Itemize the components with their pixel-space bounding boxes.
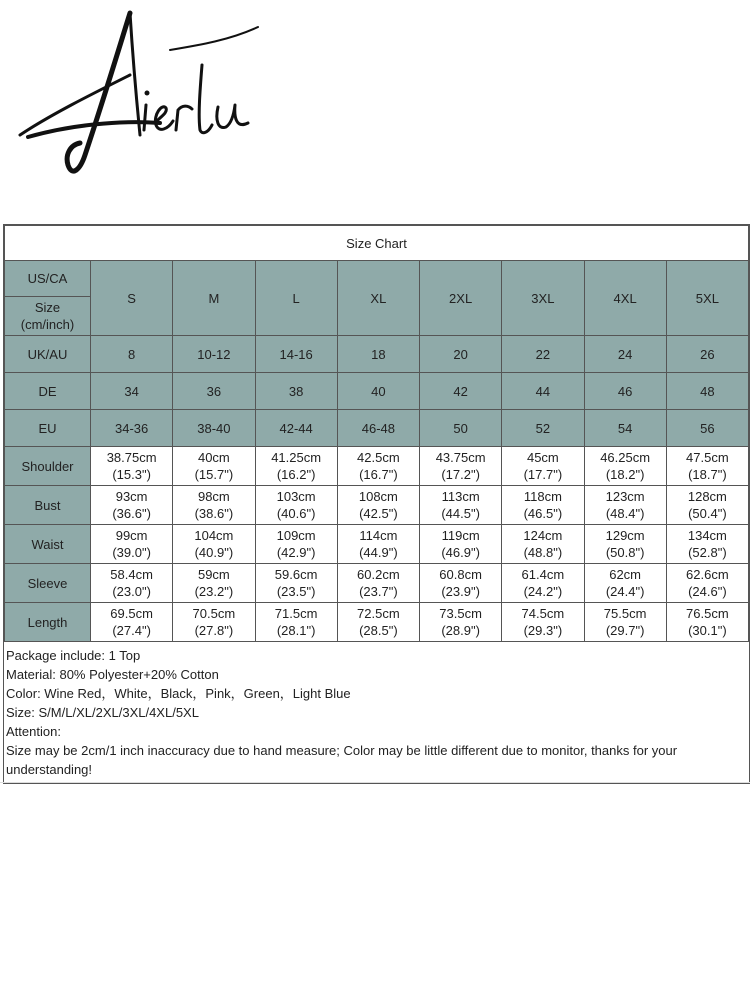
size-5xl: 5XL [666, 261, 748, 336]
table-cell [666, 486, 748, 525]
value-cm: 62.6cm [686, 567, 729, 582]
table-cell [420, 525, 502, 564]
value-inch: (23.2") [194, 584, 234, 599]
value-cm: 46.25cm [600, 450, 651, 465]
value-cm: 43.75cm [435, 450, 486, 465]
size-m: M [173, 261, 255, 336]
value-inch: (42.5") [359, 506, 398, 521]
value-inch: (48.8") [523, 545, 563, 560]
chart-title: Size Chart [5, 226, 749, 261]
value-cm: 59cm [197, 567, 230, 582]
table-cell [584, 603, 666, 642]
conversion-row [5, 336, 749, 373]
value-inch: (36.6") [112, 506, 151, 521]
value-inch: (29.7") [605, 623, 645, 638]
table-cell [502, 525, 584, 564]
table-cell: 54 [584, 410, 666, 447]
value-inch: (17.2") [441, 467, 480, 482]
table-cell: 34 [91, 373, 173, 410]
title-row [5, 226, 749, 261]
table-cell: 10-12 [173, 336, 255, 373]
table-cell: 38 [255, 373, 337, 410]
table-cell: 46-48 [337, 410, 419, 447]
size-l: L [255, 261, 337, 336]
value-cm: 69.5cm [110, 606, 153, 621]
value-inch: (16.2") [276, 467, 316, 482]
value-cm: 45cm [526, 450, 559, 465]
value-cm: 99cm [115, 528, 148, 543]
row-label: UK/AU [5, 336, 91, 373]
table-cell [173, 447, 255, 486]
value-cm: 124cm [523, 528, 563, 543]
table-cell: 18 [337, 336, 419, 373]
table-cell [91, 603, 173, 642]
table-cell [337, 447, 419, 486]
table-cell [502, 603, 584, 642]
table-cell [584, 486, 666, 525]
conversion-row [5, 373, 749, 410]
measurement-row [5, 447, 749, 486]
value-inch: (15.7") [194, 467, 234, 482]
value-inch: (15.3") [112, 467, 151, 482]
value-cm: 76.5cm [686, 606, 729, 621]
table-cell: 8 [91, 336, 173, 373]
value-inch: (28.1") [276, 623, 316, 638]
table-cell: 50 [420, 410, 502, 447]
value-inch: (44.9") [359, 545, 398, 560]
row-label: Waist [5, 525, 91, 564]
value-cm: 71.5cm [274, 606, 318, 621]
value-inch: (24.6") [688, 584, 727, 599]
us-ca-label: US/CA [5, 261, 91, 297]
table-cell: 14-16 [255, 336, 337, 373]
value-inch: (42.9") [276, 545, 316, 560]
table-cell [666, 447, 748, 486]
value-cm: 123cm [605, 489, 645, 504]
table-cell [337, 564, 419, 603]
note-line: Attention: [6, 724, 61, 739]
table-cell [502, 486, 584, 525]
note-line: Package include: 1 Top [6, 648, 141, 663]
table-cell [420, 564, 502, 603]
value-cm: 47.5cm [686, 450, 729, 465]
table-cell [420, 447, 502, 486]
table-cell: 44 [502, 373, 584, 410]
bottom-divider [0, 782, 750, 783]
value-cm: 128cm [687, 489, 727, 504]
value-cm: 129cm [605, 528, 645, 543]
row-label: Bust [5, 486, 91, 525]
product-notes [4, 642, 749, 783]
value-inch: (24.4") [605, 584, 645, 599]
value-cm: 104cm [194, 528, 234, 543]
table-cell: 34-36 [91, 410, 173, 447]
value-cm: 70.5cm [192, 606, 236, 621]
row-label: Length [5, 603, 91, 642]
table-cell: 40 [337, 373, 419, 410]
table-cell [666, 525, 748, 564]
value-inch: (27.8") [194, 623, 234, 638]
value-cm: 108cm [358, 489, 398, 504]
note-line: Color: Wine Red，White，Black，Pink，Green，Light Blue [6, 686, 351, 701]
note-line: Material: 80% Polyester+20% Cotton [6, 667, 219, 682]
value-inch: (17.7") [523, 467, 563, 482]
value-cm: 59.6cm [274, 567, 318, 582]
value-cm: 109cm [276, 528, 316, 543]
size-chart-sheet [3, 224, 750, 784]
us-ca-row [5, 261, 749, 297]
value-inch: (18.7") [688, 467, 727, 482]
value-inch: (18.2") [605, 467, 645, 482]
value-inch: (23.5") [276, 584, 316, 599]
table-cell: 24 [584, 336, 666, 373]
table-cell: 26 [666, 336, 748, 373]
value-cm: 72.5cm [357, 606, 400, 621]
table-cell: 36 [173, 373, 255, 410]
row-label: DE [5, 373, 91, 410]
table-cell [255, 603, 337, 642]
table-cell [255, 447, 337, 486]
table-cell: 48 [666, 373, 748, 410]
table-cell [584, 525, 666, 564]
value-inch: (28.9") [441, 623, 480, 638]
value-cm: 119cm [441, 528, 480, 543]
row-label: Shoulder [5, 447, 91, 486]
table-cell [584, 564, 666, 603]
table-cell [337, 603, 419, 642]
value-inch: (50.8") [605, 545, 645, 560]
value-inch: (27.4") [112, 623, 151, 638]
table-cell [420, 603, 502, 642]
value-cm: 114cm [359, 528, 398, 543]
conversion-row [5, 410, 749, 447]
value-cm: 60.2cm [357, 567, 400, 582]
size-chart-table [4, 225, 749, 642]
value-inch: (16.7") [359, 467, 398, 482]
value-inch: (48.4") [605, 506, 645, 521]
table-cell [666, 603, 748, 642]
value-cm: 103cm [276, 489, 316, 504]
value-cm: 73.5cm [439, 606, 482, 621]
table-cell [337, 525, 419, 564]
table-cell [173, 486, 255, 525]
value-cm: 118cm [523, 489, 562, 504]
value-inch: (23.7") [359, 584, 398, 599]
table-cell: 22 [502, 336, 584, 373]
value-cm: 74.5cm [521, 606, 565, 621]
value-cm: 60.8cm [439, 567, 482, 582]
table-cell: 46 [584, 373, 666, 410]
table-cell [91, 525, 173, 564]
table-cell [502, 447, 584, 486]
measurement-row [5, 603, 749, 642]
table-cell [255, 564, 337, 603]
value-inch: (39.0") [112, 545, 151, 560]
table-cell [173, 564, 255, 603]
value-inch: (24.2") [523, 584, 563, 599]
brand-logo [10, 5, 265, 185]
size-s: S [91, 261, 173, 336]
row-label: EU [5, 410, 91, 447]
value-cm: 62cm [609, 567, 642, 582]
value-cm: 93cm [115, 489, 148, 504]
note-line: Size: S/M/L/XL/2XL/3XL/4XL/5XL [6, 705, 199, 720]
table-cell: 42 [420, 373, 502, 410]
value-inch: (52.8") [688, 545, 727, 560]
table-cell [91, 564, 173, 603]
value-inch: (40.6") [276, 506, 316, 521]
value-inch: (50.4") [688, 506, 727, 521]
value-cm: 61.4cm [521, 567, 565, 582]
table-cell [420, 486, 502, 525]
table-cell [666, 564, 748, 603]
size-xl: XL [337, 261, 419, 336]
table-cell [502, 564, 584, 603]
value-inch: (44.5") [441, 506, 480, 521]
table-cell [337, 486, 419, 525]
table-cell [173, 525, 255, 564]
conversion-rows [5, 336, 749, 447]
table-cell: 20 [420, 336, 502, 373]
table-cell: 52 [502, 410, 584, 447]
note-line: Size may be 2cm/1 inch inaccuracy due to hand measure; Color may be little different due to monitor, thanks for your understanding! [6, 743, 678, 777]
size-4xl: 4XL [584, 261, 666, 336]
table-cell [255, 525, 337, 564]
size-unit-label: Size (cm/inch) [5, 297, 91, 336]
value-cm: 41.25cm [271, 450, 322, 465]
measurement-row [5, 525, 749, 564]
measurement-row [5, 486, 749, 525]
size-3xl: 3XL [502, 261, 584, 336]
value-cm: 38.75cm [106, 450, 157, 465]
value-cm: 58.4cm [110, 567, 153, 582]
value-cm: 113cm [441, 489, 480, 504]
value-inch: (29.3") [523, 623, 563, 638]
value-inch: (46.5") [523, 506, 563, 521]
value-cm: 98cm [197, 489, 230, 504]
value-inch: (28.5") [359, 623, 398, 638]
measurement-rows [5, 447, 749, 642]
table-cell: 42-44 [255, 410, 337, 447]
table-cell [173, 603, 255, 642]
table-cell [584, 447, 666, 486]
value-cm: 75.5cm [603, 606, 647, 621]
value-cm: 134cm [687, 528, 727, 543]
row-label: Sleeve [5, 564, 91, 603]
value-inch: (46.9") [441, 545, 480, 560]
value-cm: 40cm [197, 450, 230, 465]
table-cell: 56 [666, 410, 748, 447]
table-cell [91, 486, 173, 525]
value-inch: (38.6") [194, 506, 234, 521]
value-cm: 42.5cm [357, 450, 400, 465]
brand-signature-icon [10, 5, 265, 185]
measurement-row [5, 564, 749, 603]
value-inch: (23.0") [112, 584, 151, 599]
table-cell [255, 486, 337, 525]
table-cell [91, 447, 173, 486]
table-cell: 38-40 [173, 410, 255, 447]
value-inch: (23.9") [441, 584, 480, 599]
size-2xl: 2XL [420, 261, 502, 336]
value-inch: (30.1") [688, 623, 727, 638]
value-inch: (40.9") [194, 545, 234, 560]
